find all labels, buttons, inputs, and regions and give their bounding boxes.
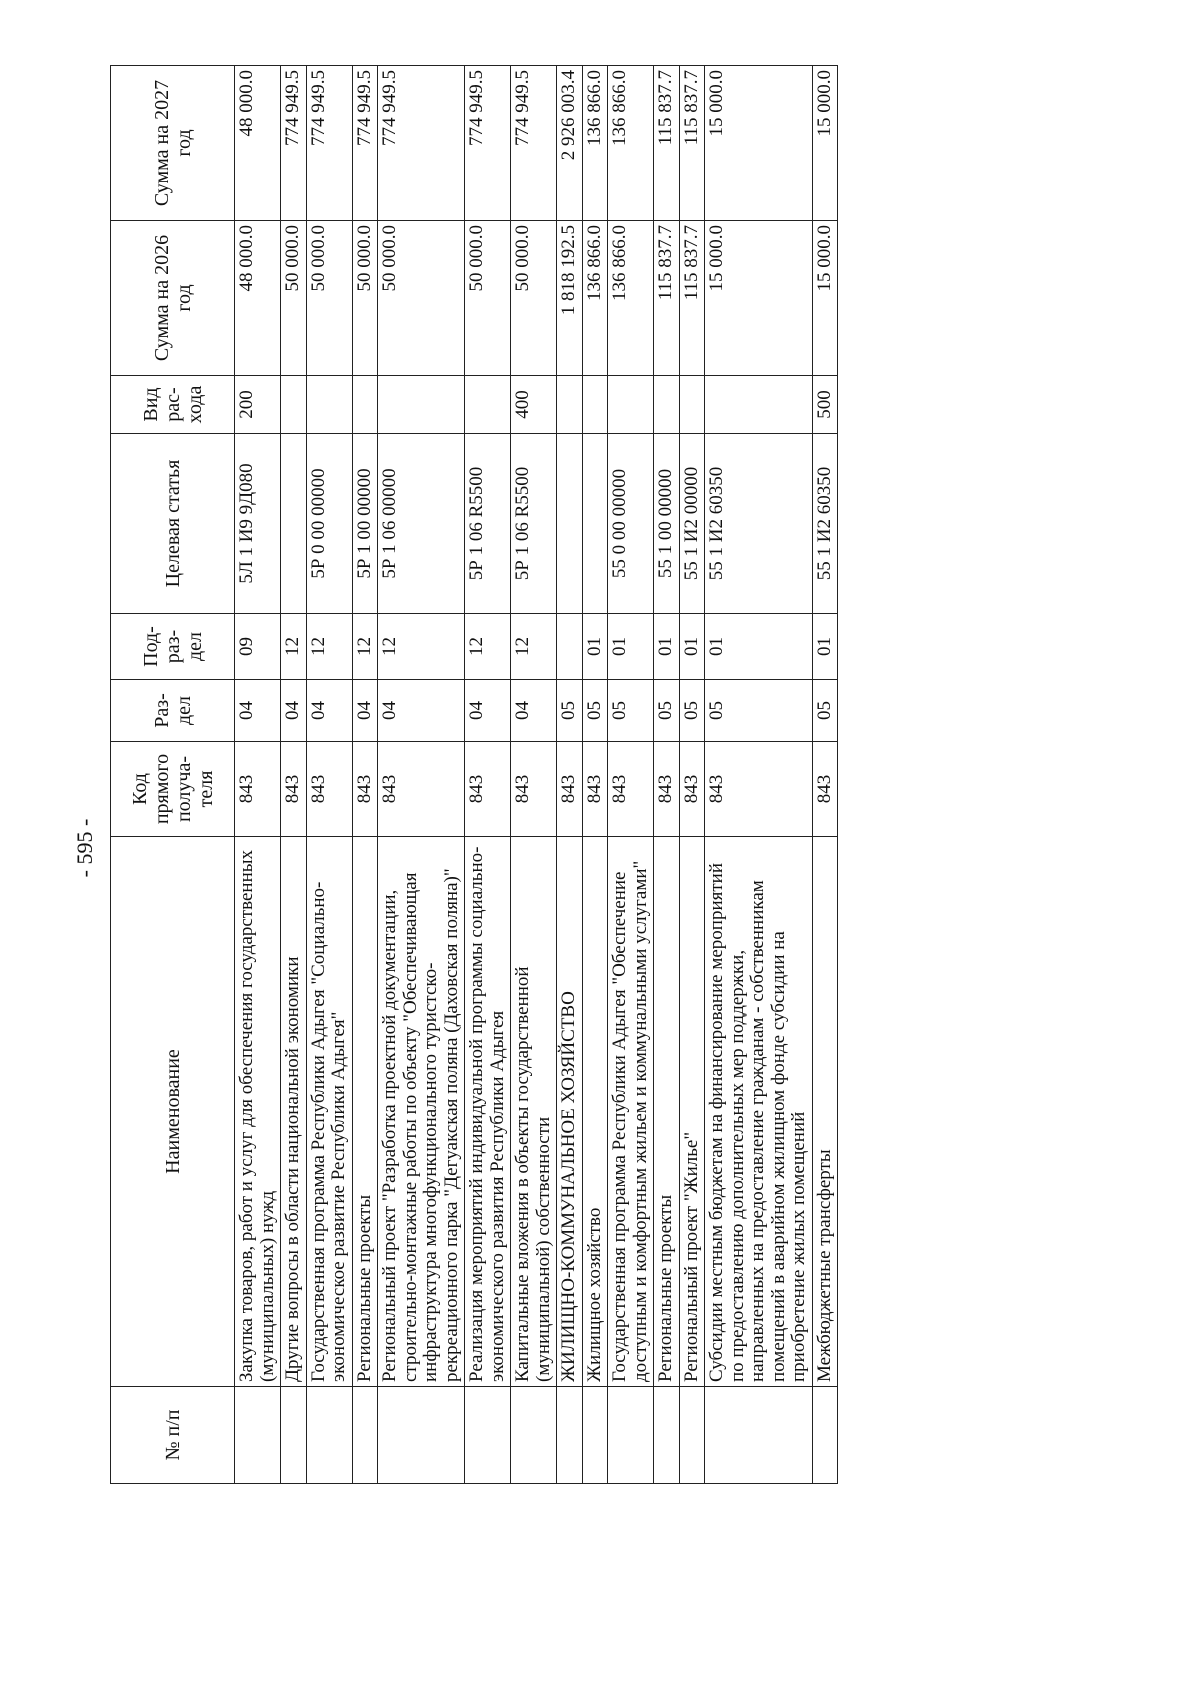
cell-name: Региональный проект "Жилье"	[679, 837, 705, 1387]
cell-sum-2026: 115 837.7	[679, 221, 705, 376]
cell-razdel: 05	[679, 680, 705, 742]
cell-sum-2026: 1 818 192.5	[557, 221, 583, 376]
cell-sum-2027: 136 866.0	[582, 66, 608, 221]
cell-num	[235, 1387, 281, 1484]
cell-razdel: 05	[582, 680, 608, 742]
cell-name: Другие вопросы в области национальной экономики	[281, 837, 307, 1387]
cell-name: ЖИЛИЩНО-КОММУНАЛЬНОЕ ХОЗЯЙСТВО	[557, 837, 583, 1387]
cell-num	[582, 1387, 608, 1484]
cell-sum-2026: 50 000.0	[352, 221, 378, 376]
cell-sum-2027: 2 926 003.4	[557, 66, 583, 221]
cell-sum-2026: 48 000.0	[235, 221, 281, 376]
table-row	[705, 66, 813, 1484]
cell-vid	[465, 376, 511, 434]
cell-code: 843	[378, 742, 465, 837]
cell-article: 5Л 1 И9 9Д080	[235, 434, 281, 614]
cell-article	[582, 434, 608, 614]
cell-name: Межбюджетные трансферты	[812, 837, 838, 1387]
cell-code: 843	[705, 742, 813, 837]
cell-vid	[608, 376, 654, 434]
cell-name: Капитальные вложения в объекты государственной (муниципальной) собственности	[511, 837, 557, 1387]
cell-sum-2027: 774 949.5	[465, 66, 511, 221]
cell-podrazdel	[557, 614, 583, 680]
cell-code: 843	[608, 742, 654, 837]
header-vid: Вид рас-хода	[111, 376, 235, 434]
cell-podrazdel: 01	[582, 614, 608, 680]
cell-podrazdel: 01	[679, 614, 705, 680]
cell-razdel: 04	[352, 680, 378, 742]
table-row	[608, 66, 654, 1484]
cell-num	[378, 1387, 465, 1484]
cell-article: 5Р 0 00 00000	[306, 434, 352, 614]
cell-name: Реализация мероприятий индивидуальной программы социально-экономического развития Республики Адыгея	[465, 837, 511, 1387]
cell-razdel: 05	[812, 680, 838, 742]
cell-vid	[679, 376, 705, 434]
cell-article: 55 1 И2 60350	[812, 434, 838, 614]
cell-podrazdel: 12	[306, 614, 352, 680]
cell-sum-2027: 774 949.5	[378, 66, 465, 221]
cell-razdel: 04	[378, 680, 465, 742]
table-header-row	[111, 66, 235, 1484]
cell-vid	[582, 376, 608, 434]
table-row	[235, 66, 281, 1484]
cell-podrazdel: 01	[812, 614, 838, 680]
cell-num	[812, 1387, 838, 1484]
cell-code: 843	[679, 742, 705, 837]
cell-sum-2026: 115 837.7	[654, 221, 680, 376]
cell-podrazdel: 01	[608, 614, 654, 680]
cell-code: 843	[281, 742, 307, 837]
cell-num	[306, 1387, 352, 1484]
cell-num	[557, 1387, 583, 1484]
cell-article: 5Р 1 06 R5500	[465, 434, 511, 614]
header-code: Код прямого получа-теля	[111, 742, 235, 837]
cell-sum-2027: 774 949.5	[281, 66, 307, 221]
cell-name: Жилищное хозяйство	[582, 837, 608, 1387]
cell-sum-2027: 115 837.7	[679, 66, 705, 221]
header-num: № п/п	[111, 1387, 235, 1484]
cell-name: Региональные проекты	[654, 837, 680, 1387]
cell-name: Региональный проект "Разработка проектной документации, строительно-монтажные работы по объекту "Обеспечивающая инфраструктура многофункционального туристско-рекреационного парка "Дегуакская поляна (Даховская поляна)"	[378, 837, 465, 1387]
cell-article: 5Р 1 00 00000	[352, 434, 378, 614]
table-row	[352, 66, 378, 1484]
cell-sum-2026: 15 000.0	[705, 221, 813, 376]
cell-vid	[705, 376, 813, 434]
cell-name: Государственная программа Республики Адыгея "Обеспечение доступным и комфортным жильем и коммунальными услугами"	[608, 837, 654, 1387]
cell-razdel: 04	[511, 680, 557, 742]
header-sum-2026: Сумма на 2026 год	[111, 221, 235, 376]
cell-vid	[378, 376, 465, 434]
cell-podrazdel: 12	[352, 614, 378, 680]
cell-sum-2026: 50 000.0	[465, 221, 511, 376]
table-row	[679, 66, 705, 1484]
cell-sum-2026: 15 000.0	[812, 221, 838, 376]
cell-code: 843	[352, 742, 378, 837]
cell-sum-2027: 15 000.0	[812, 66, 838, 221]
cell-razdel: 05	[557, 680, 583, 742]
table-row	[511, 66, 557, 1484]
cell-sum-2026: 50 000.0	[281, 221, 307, 376]
cell-sum-2027: 15 000.0	[705, 66, 813, 221]
cell-article: 5Р 1 06 R5500	[511, 434, 557, 614]
cell-razdel: 05	[654, 680, 680, 742]
table-row	[465, 66, 511, 1484]
header-article: Целевая статья	[111, 434, 235, 614]
header-podrazdel: Под-раз-дел	[111, 614, 235, 680]
cell-sum-2026: 50 000.0	[378, 221, 465, 376]
cell-num	[352, 1387, 378, 1484]
cell-vid	[654, 376, 680, 434]
cell-code: 843	[235, 742, 281, 837]
cell-article: 5Р 1 06 00000	[378, 434, 465, 614]
cell-article: 55 1 И2 60350	[705, 434, 813, 614]
cell-name: Субсидии местным бюджетам на финансирование мероприятий по предоставлению дополнительных мер поддержки, направленных на предоставление гражданам - собственникам помещений в аварийном жилищном фонде субсидии на приобретение жилых помещений	[705, 837, 813, 1387]
cell-num	[654, 1387, 680, 1484]
cell-article: 55 1 00 00000	[654, 434, 680, 614]
cell-name: Региональные проекты	[352, 837, 378, 1387]
cell-vid	[352, 376, 378, 434]
cell-sum-2027: 115 837.7	[654, 66, 680, 221]
cell-article: 55 0 00 00000	[608, 434, 654, 614]
cell-podrazdel: 01	[705, 614, 813, 680]
cell-vid: 500	[812, 376, 838, 434]
cell-num	[608, 1387, 654, 1484]
cell-podrazdel: 12	[281, 614, 307, 680]
cell-sum-2026: 50 000.0	[306, 221, 352, 376]
cell-sum-2027: 774 949.5	[352, 66, 378, 221]
header-name: Наименование	[111, 837, 235, 1387]
budget-table	[110, 65, 838, 1484]
cell-vid	[306, 376, 352, 434]
cell-article	[281, 434, 307, 614]
cell-code: 843	[557, 742, 583, 837]
table-row	[378, 66, 465, 1484]
cell-num	[705, 1387, 813, 1484]
table-row	[306, 66, 352, 1484]
cell-code: 843	[465, 742, 511, 837]
cell-sum-2026: 50 000.0	[511, 221, 557, 376]
cell-podrazdel: 12	[378, 614, 465, 680]
header-sum-2027: Сумма на 2027 год	[111, 66, 235, 221]
page-number: - 595 -	[72, 818, 97, 878]
cell-razdel: 04	[465, 680, 511, 742]
cell-num	[465, 1387, 511, 1484]
cell-podrazdel: 12	[465, 614, 511, 680]
cell-sum-2027: 48 000.0	[235, 66, 281, 221]
cell-name: Закупка товаров, работ и услуг для обеспечения государственных (муниципальных) нужд	[235, 837, 281, 1387]
cell-razdel: 05	[608, 680, 654, 742]
table-row	[654, 66, 680, 1484]
cell-sum-2027: 774 949.5	[511, 66, 557, 221]
table-row	[812, 66, 838, 1484]
table-body	[235, 66, 838, 1484]
cell-code: 843	[654, 742, 680, 837]
cell-name: Государственная программа Республики Адыгея "Социально-экономическое развитие Республики Адыгея"	[306, 837, 352, 1387]
cell-vid	[281, 376, 307, 434]
table-row	[582, 66, 608, 1484]
cell-podrazdel: 09	[235, 614, 281, 680]
cell-vid: 200	[235, 376, 281, 434]
table-row	[281, 66, 307, 1484]
cell-code: 843	[812, 742, 838, 837]
cell-num	[511, 1387, 557, 1484]
cell-razdel: 04	[306, 680, 352, 742]
header-razdel: Раз-дел	[111, 680, 235, 742]
cell-code: 843	[511, 742, 557, 837]
cell-sum-2026: 136 866.0	[608, 221, 654, 376]
cell-podrazdel: 01	[654, 614, 680, 680]
cell-razdel: 05	[705, 680, 813, 742]
cell-article: 55 1 И2 00000	[679, 434, 705, 614]
cell-num	[679, 1387, 705, 1484]
cell-sum-2027: 136 866.0	[608, 66, 654, 221]
cell-razdel: 04	[281, 680, 307, 742]
cell-code: 843	[306, 742, 352, 837]
cell-code: 843	[582, 742, 608, 837]
cell-sum-2027: 774 949.5	[306, 66, 352, 221]
cell-podrazdel: 12	[511, 614, 557, 680]
cell-vid	[557, 376, 583, 434]
cell-sum-2026: 136 866.0	[582, 221, 608, 376]
cell-num	[281, 1387, 307, 1484]
cell-article	[557, 434, 583, 614]
table-row	[557, 66, 583, 1484]
cell-razdel: 04	[235, 680, 281, 742]
cell-vid: 400	[511, 376, 557, 434]
